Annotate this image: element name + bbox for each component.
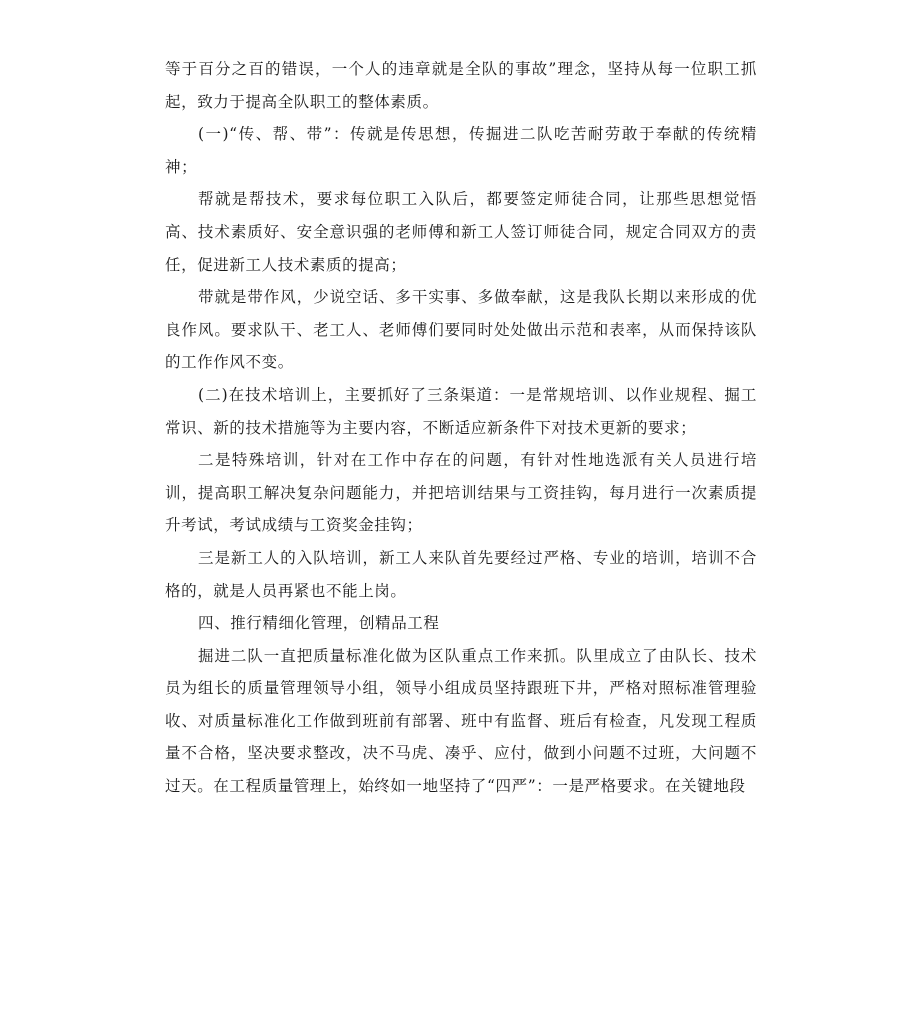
paragraph-8: 掘进二队一直把质量标准化做为区队重点工作来抓。队里成立了由队长、技术员为组长的质量管理领导小组，领导小组成员坚持跟班下井，严格对照标准管理验收、对质量标准化工作做到班前有部署、班中有监督、班后有检查，凡发现工程质量不合格，坚决要求整改，决不马虎、凑乎、应付，做到小问题不过班，大问题不过天。在工程质量管理上，始终如一地坚持了“四严”：一是严格要求。在关键地段 <box>165 646 757 796</box>
paragraph-2: (一)“传、帮、带”：传就是传思想，传掘进二队吃苦耐劳敢于奉献的传统精神； <box>165 125 757 176</box>
paragraph-4: 带就是带作风，少说空话、多干实事、多做奉献，这是我队长期以来形成的优良作风。要求队干、老工人、老师傅们要同时处处做出示范和表率，从而保持该队的工作作风不变。 <box>165 288 757 372</box>
document-body <box>165 53 757 803</box>
paragraph-5: (二)在技术培训上，主要抓好了三条渠道：一是常规培训、以作业规程、掘工常识、新的技术措施等为主要内容，不断适应新条件下对技术更新的要求； <box>165 385 757 437</box>
paragraph-1: 等于百分之百的错误，一个人的违章就是全队的事故”理念，坚持从每一位职工抓起，致力于提高全队职工的整体素质。 <box>165 60 757 111</box>
section-heading: 四、推行精细化管理，创精品工程 <box>198 614 440 633</box>
paragraph-7: 三是新工人的入队培训，新工人来队首先要经过严格、专业的培训，培训不合格的，就是人员再紧也不能上岗。 <box>165 548 757 600</box>
paragraph-6: 二是特殊培训，针对在工作中存在的问题，有针对性地选派有关人员进行培训，提高职工解决复杂问题能力，并把培训结果与工资挂钩，每月进行一次素质提升考试，考试成绩与工资奖金挂钩； <box>165 451 757 535</box>
paragraph-3: 帮就是帮技术，要求每位职工入队后，都要签定师徒合同，让那些思想觉悟高、技术素质好、安全意识强的老师傅和新工人签订师徒合同，规定合同双方的责任，促进新工人技术素质的提高； <box>165 190 757 274</box>
